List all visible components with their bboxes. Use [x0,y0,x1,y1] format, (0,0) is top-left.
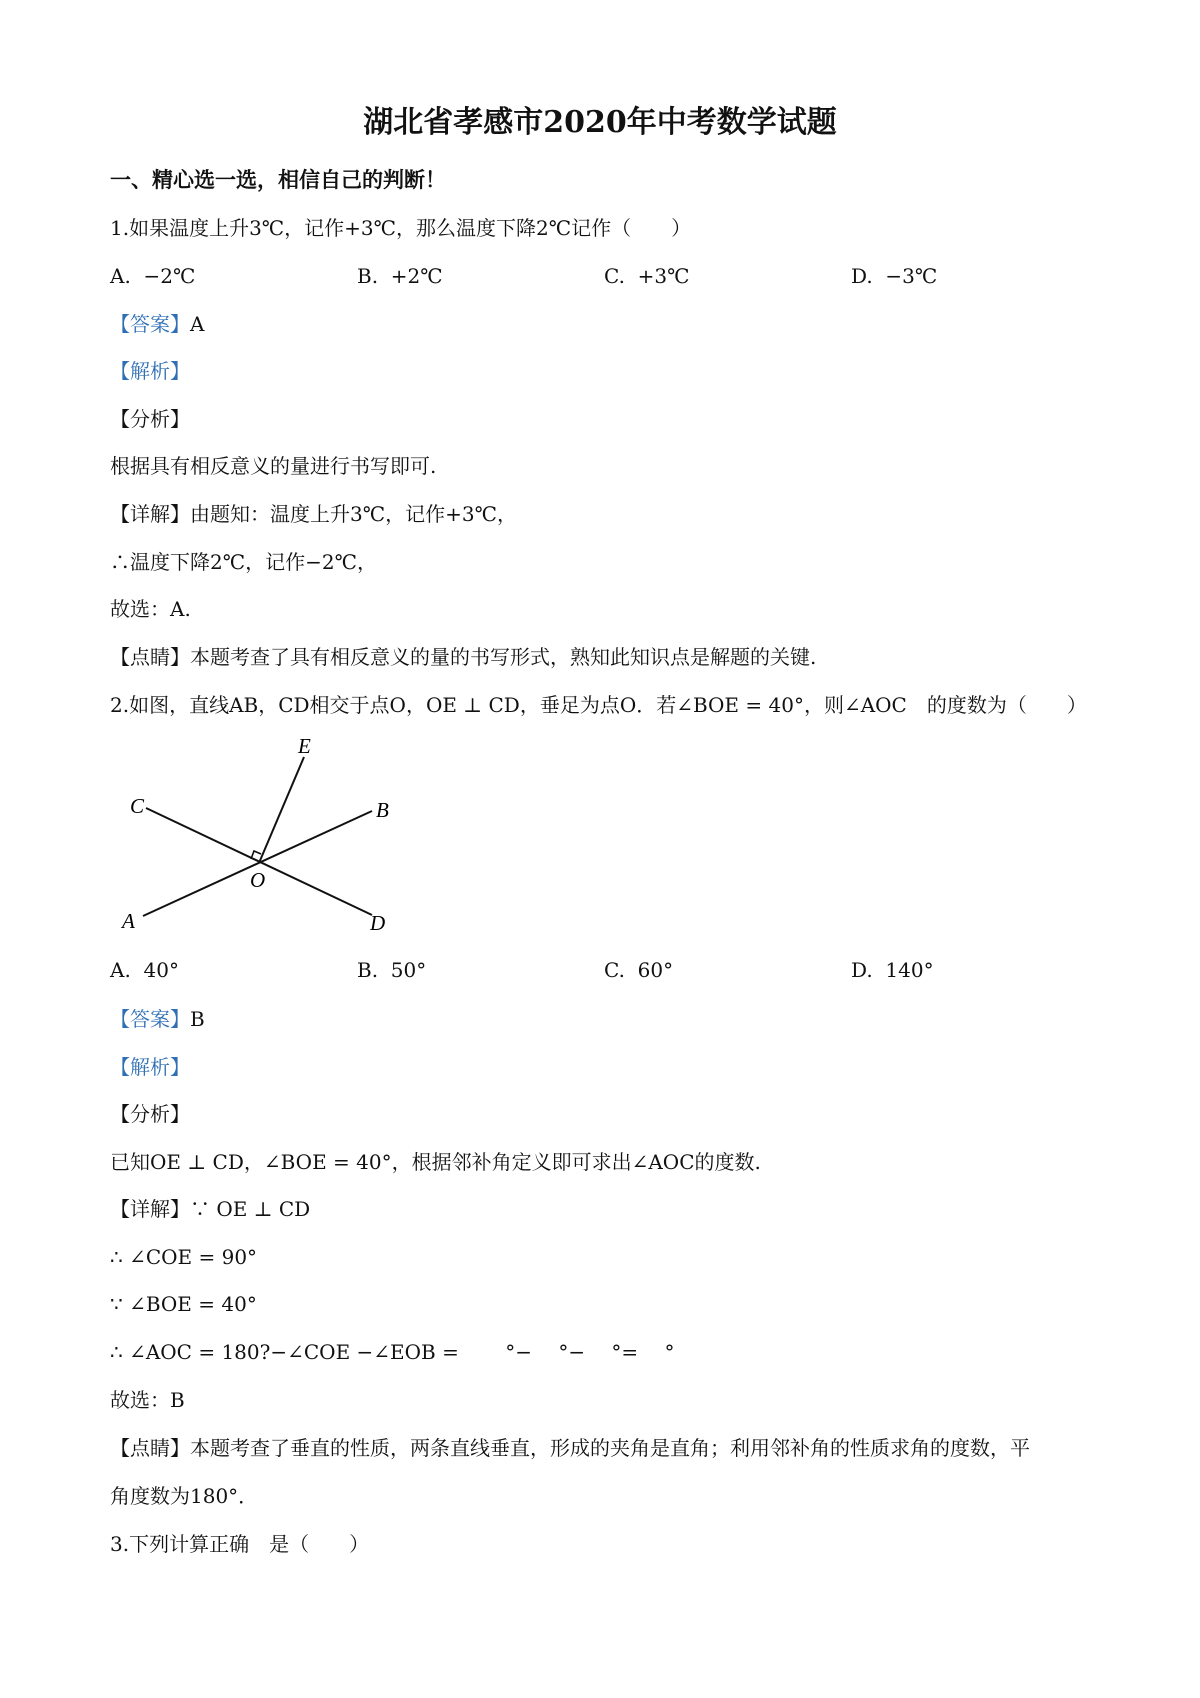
q2-stem: 2.如图，直线AB，CD相交于点O，OE ⊥ CD，垂足为点O．若∠BOE = 40°，则∠AOC 的度数为（ ） [110,693,1087,717]
q1-option-b: B. +2℃ [357,264,443,288]
q2-fenxi: 【分析】 [110,1102,190,1126]
q2-dianjing [110,1436,1030,1460]
q1-detail-3: 故选：A. [110,597,191,621]
q1-option-c: C. +3℃ [604,264,690,288]
q3-stem: 3.下列计算正确 是（ ） [110,1532,370,1556]
q2-dianjing-tag: 【点睛】 [110,1436,190,1460]
q2-detail [110,1197,310,1221]
q2-answer-value: B [190,1007,205,1031]
q2-option-d: D. 140° [851,958,934,982]
q1-detail-tag: 【详解】 [110,502,190,526]
q2-option-c: C. 60° [604,958,674,982]
q2-dianjing-text-2: 角度数为180°． [110,1484,259,1508]
q2-detail-3: ∵ ∠BOE = 40° [110,1292,257,1316]
q2-jiexi: 【解析】 [110,1055,190,1079]
section-heading: 一、精心选一选，相信自己的判断！ [110,167,446,192]
q1-jiexi: 【解析】 [110,359,190,383]
q1-dianjing [110,645,816,669]
q1-detail [110,502,517,526]
geometry-figure [110,733,410,933]
q1-detail-1: 由题知：温度上升3℃，记作+3℃， [190,502,517,526]
q2-detail-2: ∴ ∠COE = 90° [110,1245,258,1269]
q2-fenxi-text: 已知OE ⊥ CD，∠BOE = 40°，根据邻补角定义即可求出∠AOC的度数. [110,1150,761,1174]
line-ab [143,811,372,916]
q2-detail-tag: 【详解】 [110,1197,190,1221]
label-d: D [370,911,386,933]
q1-fenxi: 【分析】 [110,407,190,431]
q2-answer-tag: 【答案】 [110,1007,190,1031]
q1-answer [110,312,204,336]
q2-answer [110,1007,205,1031]
q2-detail-5: 故选：B [110,1388,185,1412]
q1-answer-tag: 【答案】 [110,312,190,336]
q2-option-b: B. 50° [357,958,427,982]
label-o: O [250,868,266,892]
q1-option-a: A. −2℃ [110,264,196,288]
q1-fenxi-text: 根据具有相反意义的量进行书写即可. [110,454,437,478]
label-a: A [122,909,135,933]
q1-stem: 1.如果温度上升3℃，记作+3℃，那么温度下降2℃记作（ ） [110,216,692,240]
label-b: B [376,798,389,822]
q1-dianjing-text: 本题考查了具有相反意义的量的书写形式，熟知此知识点是解题的关键. [190,645,817,669]
q2-dianjing-text-1: 本题考查了垂直的性质，两条直线垂直，形成的夹角是直角；利用邻补角的性质求角的度数，平 [190,1436,1030,1460]
ray-oe [259,757,304,863]
q1-dianjing-tag: 【点睛】 [110,645,190,669]
q1-detail-2: ∴温度下降2℃，记作−2℃， [110,550,377,574]
q2-detail-4: ∴ ∠AOC = 180?−∠COE −∠EOB = °− °− °= ° [110,1340,675,1364]
document-title: 湖北省孝感市2020年中考数学试题 [363,105,837,140]
q1-answer-value: A [190,312,205,336]
label-c: C [130,794,145,818]
label-e: E [298,734,311,758]
q2-detail-1: ∵ OE ⊥ CD [190,1197,311,1221]
q2-option-a: A. 40° [110,958,179,982]
q1-option-d: D. −3℃ [851,264,938,288]
